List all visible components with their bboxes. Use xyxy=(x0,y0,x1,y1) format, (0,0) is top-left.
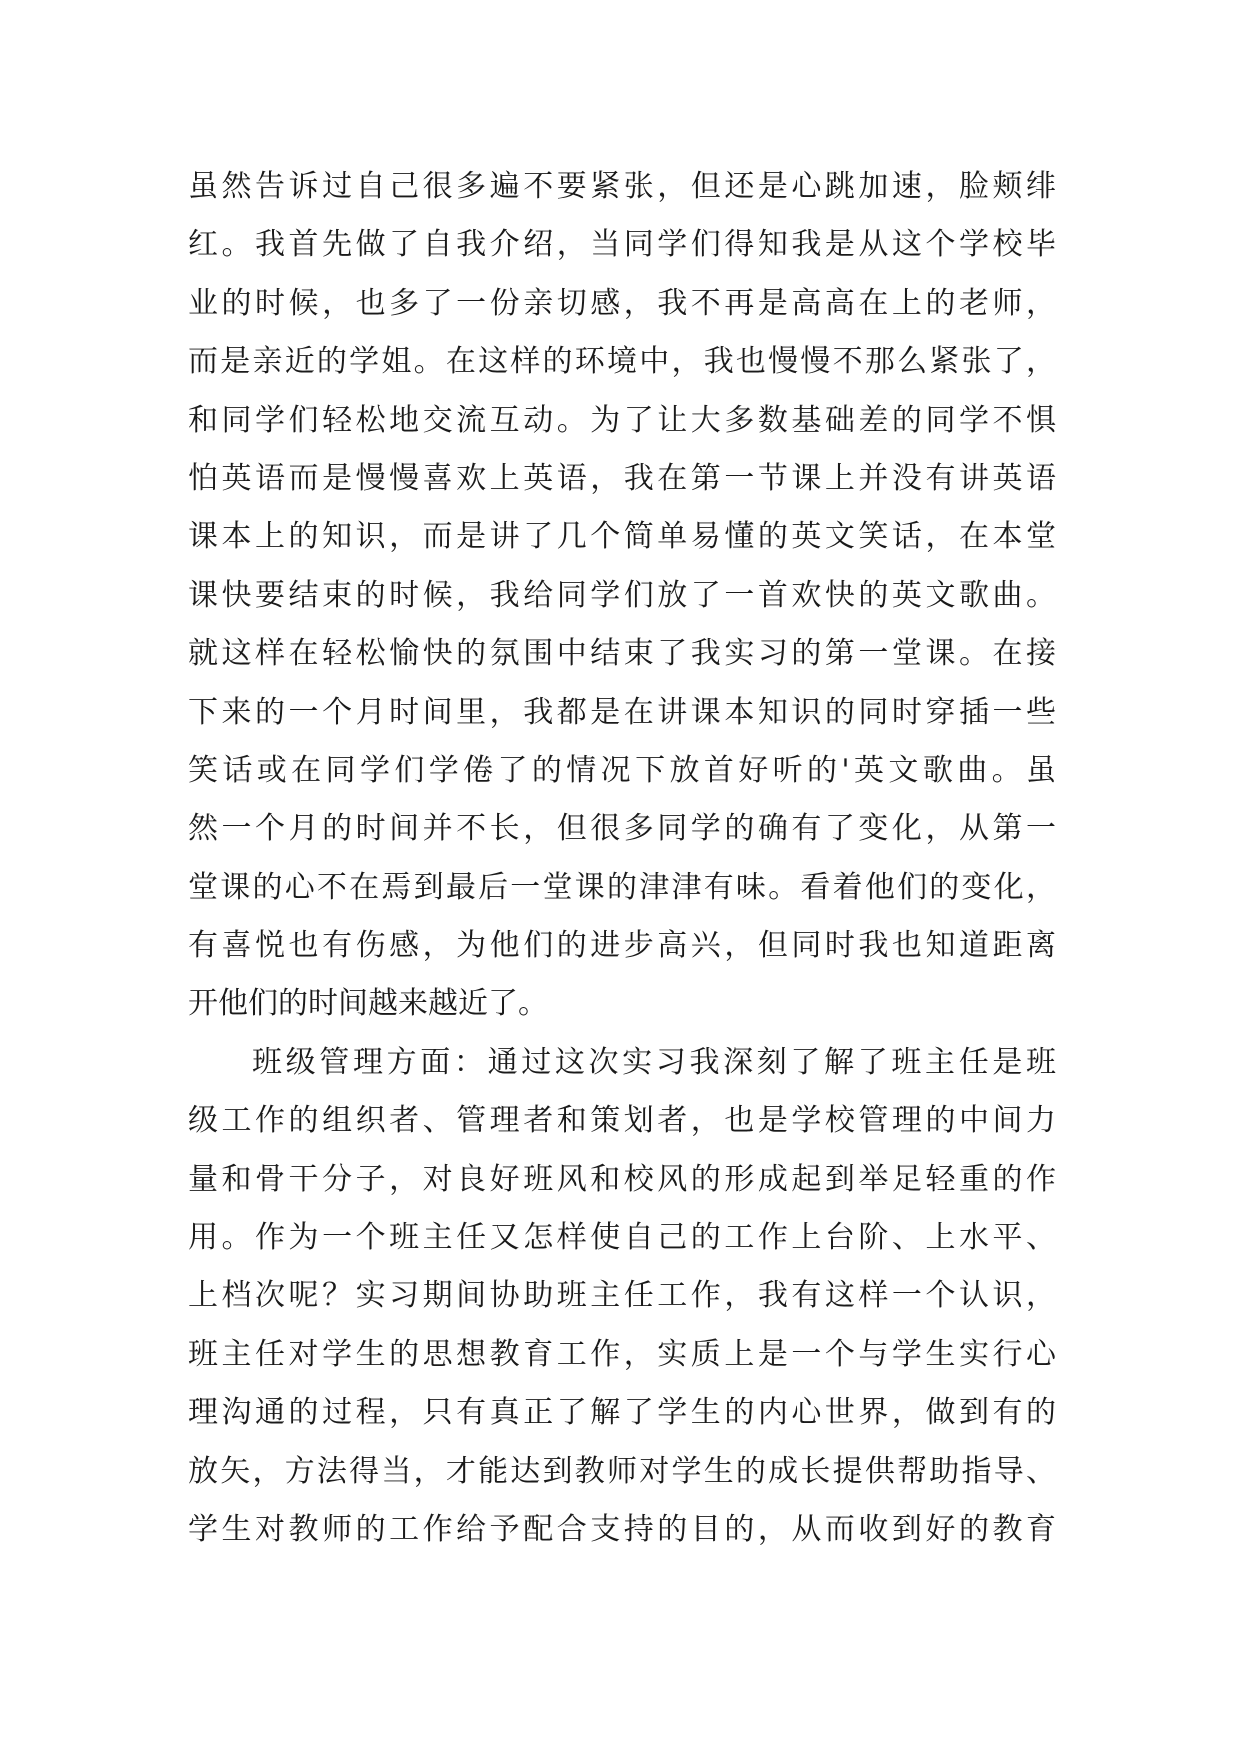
text-line: 堂课的心不在焉到最后一堂课的津津有味。看着他们的变化， xyxy=(188,869,1056,905)
text-line: 就这样在轻松愉快的氛围中结束了我实习的第一堂课。在接 xyxy=(188,636,1056,672)
text-line: 虽然告诉过自己很多遍不要紧张，但还是心跳加速，脸颊绯 xyxy=(188,169,1056,204)
text-line: 用。作为一个班主任又怎样使自己的工作上台阶、上水平、 xyxy=(188,1220,1056,1256)
body-text xyxy=(188,158,1056,1559)
text-line: 笑话或在同学们学倦了的情况下放首好听的'英文歌曲。虽 xyxy=(188,752,1056,788)
text-line: 红。我首先做了自我介绍，当同学们得知我是从这个学校毕 xyxy=(188,227,1056,263)
text-line: 怕英语而是慢慢喜欢上英语，我在第一节课上并没有讲英语 xyxy=(188,460,1056,496)
text-line: 学生对教师的工作给予配合支持的目的，从而收到好的教育 xyxy=(188,1511,1056,1547)
paragraph-start-line: 班级管理方面：通过这次实习我深刻了解了班主任是班 xyxy=(252,1044,1056,1080)
text-line: 理沟通的过程，只有真正了解了学生的内心世界，做到有的 xyxy=(188,1395,1056,1431)
text-line: 有喜悦也有伤感，为他们的进步高兴，但同时我也知道距离 xyxy=(188,928,1056,964)
text-line: 课快要结束的时候，我给同学们放了一首欢快的英文歌曲。 xyxy=(188,577,1056,613)
text-line: 上档次呢？实习期间协助班主任工作，我有这样一个认识， xyxy=(188,1278,1056,1314)
text-line: 和同学们轻松地交流互动。为了让大多数基础差的同学不惧 xyxy=(188,402,1056,438)
text-line: 下来的一个月时间里，我都是在讲课本知识的同时穿插一些 xyxy=(188,694,1056,730)
text-line: 课本上的知识，而是讲了几个简单易懂的英文笑话，在本堂 xyxy=(188,519,1056,555)
text-line: 放矢，方法得当，才能达到教师对学生的成长提供帮助指导、 xyxy=(188,1453,1056,1489)
text-line: 级工作的组织者、管理者和策划者，也是学校管理的中间力 xyxy=(188,1103,1056,1139)
text-line: 班主任对学生的思想教育工作，实质上是一个与学生实行心 xyxy=(188,1336,1056,1372)
paragraph-end-line: 开他们的时间越来越近了。 xyxy=(188,986,548,1022)
text-line: 量和骨干分子，对良好班风和校风的形成起到举足轻重的作 xyxy=(188,1161,1056,1197)
text-line: 而是亲近的学姐。在这样的环境中，我也慢慢不那么紧张了， xyxy=(188,344,1056,380)
text-line: 业的时候，也多了一份亲切感，我不再是高高在上的老师， xyxy=(188,285,1056,321)
text-line: 然一个月的时间并不长，但很多同学的确有了变化，从第一 xyxy=(188,811,1056,847)
